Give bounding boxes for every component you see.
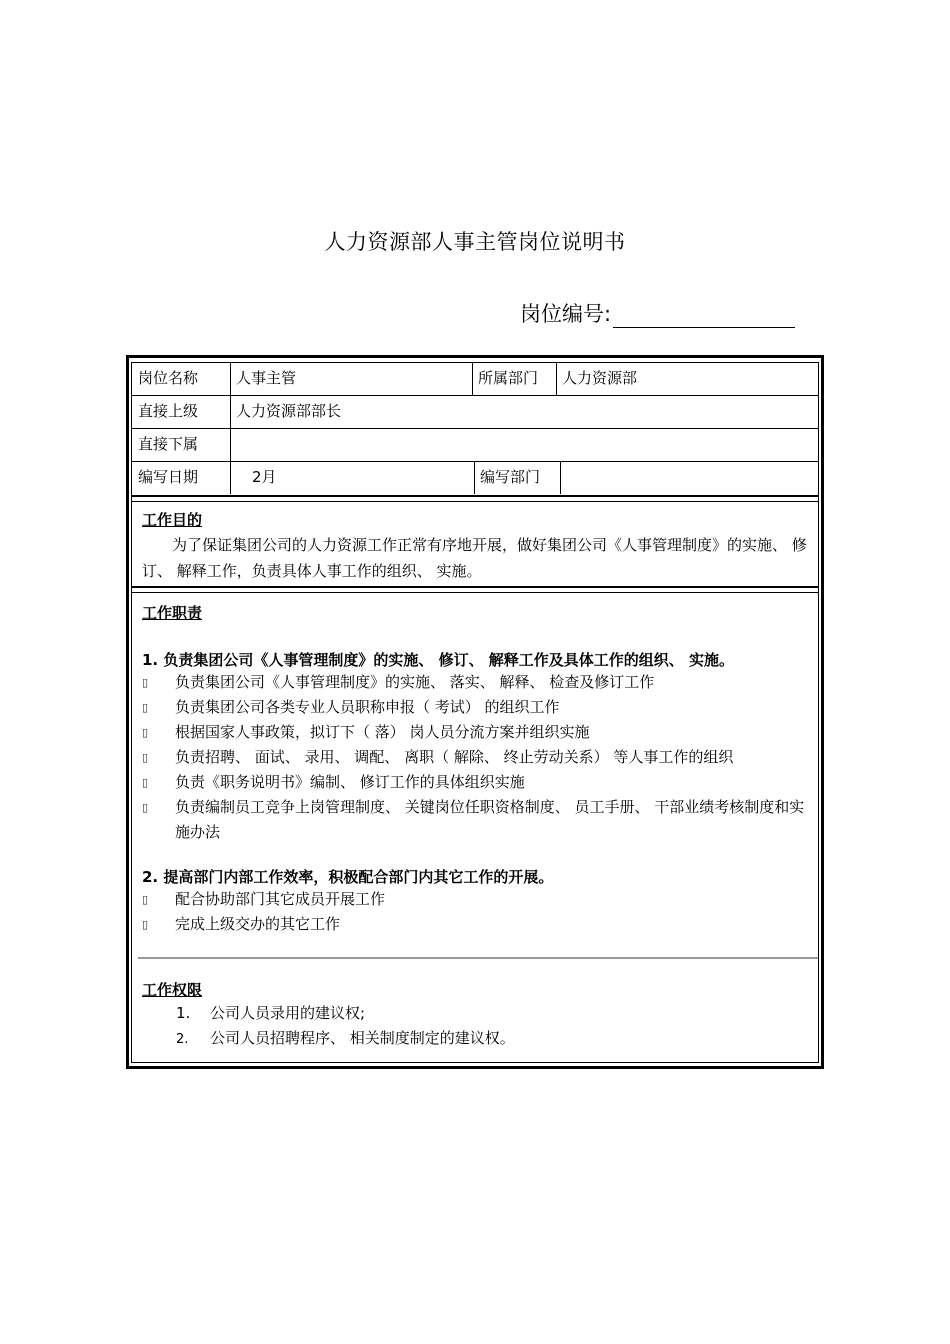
purpose-text-content: 为了保证集团公司的人力资源工作正常有序地开展，做好集团公司《人事管理制度》的实施、 修订、 解释工作，负责具体人事工作的组织、 实施。 [142,536,807,580]
list-item: ▯ 负责《职务说明书》编制、 修订工作的具体组织实施 [142,770,812,795]
position-name-value: 人事主管 [236,369,297,387]
list-item: ▯ 负责集团公司各类专业人员职称申报（ 考试） 的组织工作 [142,695,812,720]
bullet-icon: ▯ [142,726,149,739]
superior-value: 人力资源部部长 [236,402,342,420]
write-dept-label: 编写部门 [480,468,541,486]
bullet-icon: ▯ [142,918,149,931]
job-description-table [131,362,819,1063]
section-divider [132,586,818,593]
job-description-frame [126,355,824,1069]
duty-heading-2: 2. 提高部门内部工作效率，积极配合部门内其它工作的开展。 [142,868,554,886]
list-item: ▯ 负责集团公司《人事管理制度》的实施、 落实、 解释、 检查及修订工作 [142,670,812,695]
list-item: ▯ 根据国家人事政策，拟订下（ 落） 岗人员分流方案并组织实施 [142,720,812,745]
list-item: ▯ 负责招聘、 面试、 录用、 调配、 离职（ 解除、 终止劳动关系） 等人事工作的组织 [142,745,812,770]
table-row-subordinate [132,429,818,462]
department-value: 人力资源部 [562,369,638,387]
authority-title: 工作权限 [142,981,203,999]
document-title: 人力资源部人事主管岗位说明书 [324,230,626,254]
bullet-icon: ▯ [142,893,149,906]
position-name-label: 岗位名称 [138,369,199,387]
post-number-label: 岗位编号: [520,302,612,326]
superior-label: 直接上级 [138,402,199,420]
table-row-write-date [132,462,818,494]
list-item: ▯ 负责编制员工竞争上岗管理制度、 关键岗位任职资格制度、 员工手册、 干部业绩考核制度和实施办法 [142,795,812,845]
bullet-icon: ▯ [142,701,149,714]
bullet-icon: ▯ [142,776,149,789]
table-row-position [132,363,818,396]
list-item: ▯ 完成上级交办的其它工作 [142,912,812,937]
bullet-icon: ▯ [142,751,149,764]
write-date-value: 2月 [252,468,277,486]
write-dept-value [560,462,820,494]
subordinate-value [230,429,730,461]
bullet-icon: ▯ [142,676,149,689]
section-divider [138,957,818,959]
section-divider [132,495,818,502]
bullet-icon: ▯ [142,801,149,814]
purpose-text [142,532,812,584]
list-item: ▯ 配合协助部门其它成员开展工作 [142,887,812,912]
table-row-superior [132,396,818,429]
list-item: 2. 公司人员招聘程序、 相关制度制定的建议权。 [176,1029,515,1047]
list-item: 1. 公司人员录用的建议权; [176,1004,366,1022]
purpose-title: 工作目的 [142,511,203,529]
write-date-label: 编写日期 [138,468,199,486]
post-number [520,298,795,328]
post-number-blank [613,305,795,328]
department-label: 所属部门 [478,369,539,387]
subordinate-label: 直接下属 [138,435,199,453]
duty-heading-1: 1. 负责集团公司《人事管理制度》的实施、 修订、 解释工作及具体工作的组织、 实施。 [142,651,735,669]
duties-title: 工作职责 [142,604,203,622]
